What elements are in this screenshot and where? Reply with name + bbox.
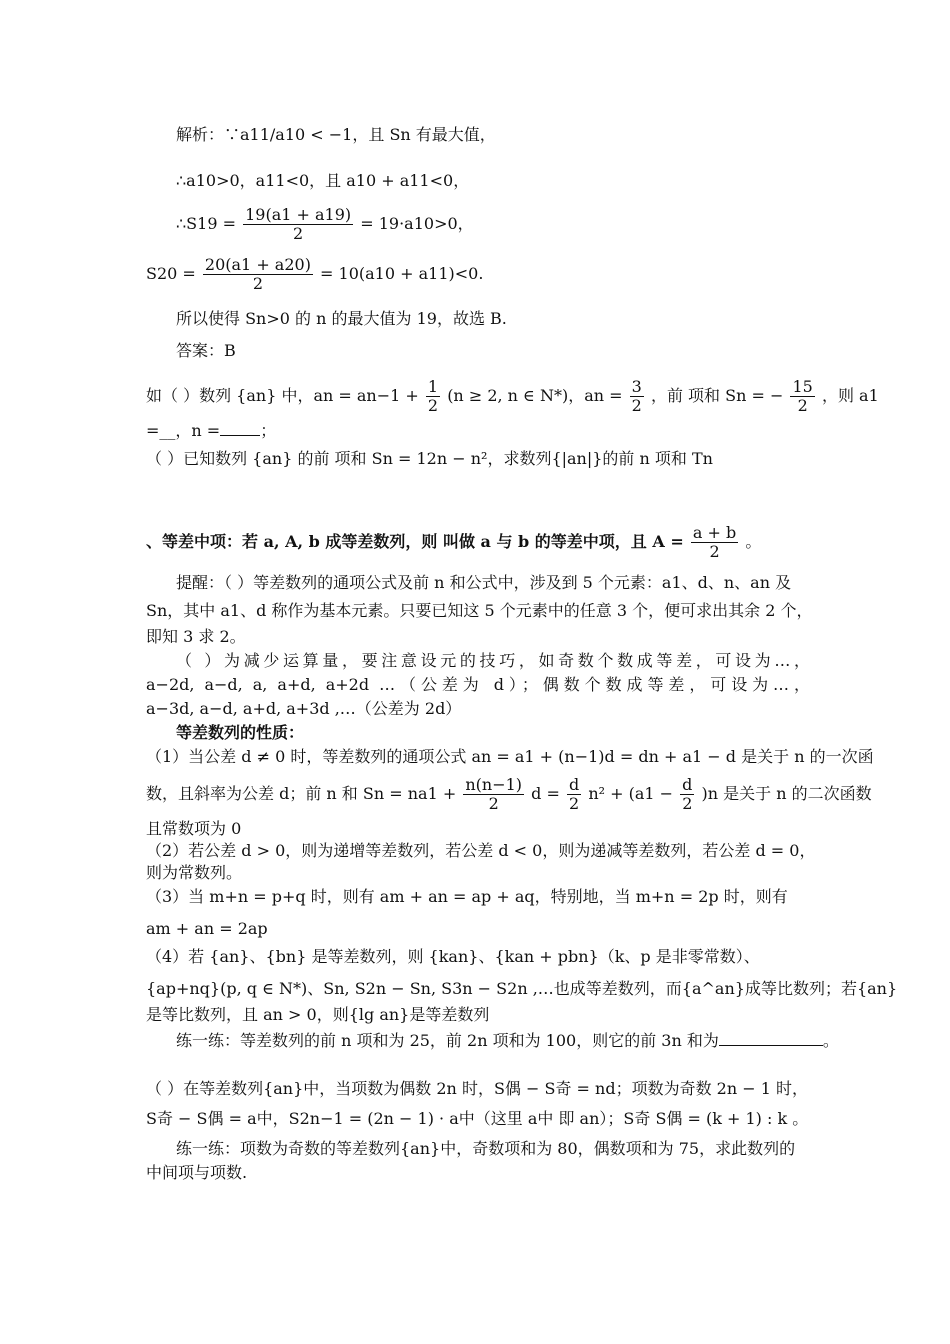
property-1-fraction-3 [680,776,694,813]
property-4-line-2: {ap+nq}(p, q ∈ N*)、Sn, S2n − Sn, S3n − S2n ,…也成等差数列，而{a^an}成等比数列；若{an} [146,979,898,998]
property-1-text-d: )n 是关于 n 的二次函数 [701,784,872,803]
property-1-fraction-1-num: n(n−1) [465,775,523,794]
property-1-text-a: 数，且斜率为公差 d；前 n 和 Sn = na1 + [146,784,457,803]
reminder-line-6: a−3d, a−d, a+d, a+3d ,…（公差为 2d） [146,699,462,718]
answer-blank[interactable] [220,435,260,436]
example-fraction-2-num: 3 [631,377,642,396]
reminder-line-5: a−2d, a−d, a, a+d, a+2d …（公差为 d）；偶数个数成等差，可设为…， [146,675,810,694]
s19-fraction [243,206,353,243]
reminder-line-2: Sn，其中 a1、d 称作为基本元素。只要已知这 5 个元素中的任意 3 个，便可求出其余 2 个， [146,601,813,620]
s19-denominator: 2 [293,224,304,243]
parity-line-1: （ ）在等差数列{an}中，当项数为偶数 2n 时，S偶 − S奇 = nd；项数为奇数 2n − 1 时， [146,1079,808,1098]
property-1-fraction-1 [463,776,524,813]
properties-title: 等差数列的性质： [176,723,305,742]
example-fraction-3-den: 2 [797,396,808,415]
property-1-fraction-2-den: 2 [569,794,580,813]
example-line-3: （ ）已知数列 {an} 的前 项和 Sn = 12n − n²，求数列{|an|}的前 n 项和 Tn [146,449,713,468]
middle-term-end: 。 [745,532,762,551]
s20-numerator: 20(a1 + a20) [204,255,311,274]
property-3-line-2: am + an = 2ap [146,919,268,938]
parity-line-2: S奇 − S偶 = a中，S2n−1 = (2n − 1) · a中（这里 a中 即 an）；S奇 S偶 = (k + 1) : k 。 [146,1109,809,1128]
property-4-line-3: 是等比数列，且 an > 0，则{lg an}是等差数列 [146,1005,490,1024]
s19-numerator: 19(a1 + a19) [245,205,352,224]
practice-2-line-1: 练一练：项数为奇数的等差数列{an}中，奇数项和为 80，偶数项和为 75，求此数列的 [176,1139,796,1158]
s20-result: = 10(a10 + a11)<0. [320,264,484,283]
example-fraction-2-den: 2 [631,396,642,415]
example-fraction-3 [790,378,814,415]
property-1-fraction-2 [567,776,581,813]
analysis-line-5: 所以使得 Sn>0 的 n 的最大值为 19，故选 B. [176,309,507,328]
middle-term-den: 2 [709,542,720,561]
property-2-line-2: 则为常数列。 [146,863,243,882]
practice-1-text: 练一练：等差数列的前 n 项和为 25，前 2n 项和为 100，则它的前 3n 和为 [176,1031,719,1050]
example-fraction-3-num: 15 [792,377,813,396]
property-1-fraction-3-num: d [682,775,693,794]
middle-term-num: a + b [692,523,737,542]
reminder-line-4: （ ）为减少运算量，要注意设元的技巧，如奇数个数成等差，可设为…， [176,651,810,670]
property-1-fraction-3-den: 2 [682,794,693,813]
s19-label: ∴S19 = [176,214,236,233]
property-1-line-3: 且常数项为 0 [146,819,242,838]
example-line-2 [146,420,810,442]
reminder-line-1: 提醒：（ ）等差数列的通项公式及前 n 和公式中，涉及到 5 个元素：a1、d、n、an 及 [176,573,792,592]
property-1-fraction-1-den: 2 [488,794,499,813]
example-text-c: ，前 项和 Sn = − [650,386,784,405]
middle-term-text: 、等差中项：若 a, A, b 成等差数列，则 叫做 a 与 b 的等差中项，且 A = [146,532,684,551]
example-text-d: ，则 a1 [821,386,879,405]
example-line-1 [146,377,879,415]
middle-term-fraction [691,524,738,561]
analysis-line-3 [176,206,810,243]
practice-1-blank[interactable] [719,1045,823,1046]
analysis-line-1: 解析：∵a11/a10 < −1，且 Sn 有最大值， [176,125,496,144]
example-fraction-1-den: 2 [427,396,439,415]
example-line-2-text: =__，n = [146,421,221,440]
example-fraction-1-num: 1 [427,377,439,396]
property-1-line-2 [146,775,872,813]
example-fraction-1 [426,378,440,415]
s20-label: S20 = [146,264,196,283]
property-4-line-1: （4）若 {an}、{bn} 是等差数列，则 {kan}、{kan + pbn}（k、p 是非零常数）、 [146,947,760,966]
practice-1-line [176,1030,839,1052]
property-1-fraction-2-num: d [568,775,580,794]
property-3-line-1: （3）当 m+n = p+q 时，则有 am + an = ap + aq，特别地，当 m+n = 2p 时，则有 [146,887,788,906]
s20-fraction [203,256,313,293]
example-fraction-2 [630,378,644,415]
answer-line: 答案：B [176,341,236,360]
example-text-a: 如（ ）数列 {an} 中，an = an−1 + [146,386,419,405]
s20-denominator: 2 [252,274,264,293]
analysis-line-2: ∴a10>0，a11<0，且 a10 + a11<0， [176,171,470,190]
property-2-line-1: （2）若公差 d > 0，则为递增等差数列，若公差 d < 0，则为递减等差数列，若公差 d = 0， [146,841,816,860]
reminder-line-3: 即知 3 求 2。 [146,627,246,646]
example-line-2-end: ； [260,421,277,440]
practice-1-end: 。 [822,1031,839,1050]
property-1-text-c: n² + (a1 − [588,784,674,803]
property-1-line-1: （1）当公差 d ≠ 0 时，等差数列的通项公式 an = a1 + (n−1)d = dn + a1 − d 是关于 n 的一次函 [146,747,874,766]
analysis-line-4 [146,256,810,293]
middle-term-line [146,524,810,561]
property-1-text-b: d = [531,784,560,803]
example-text-b: (n ≥ 2, n ∈ N*)，an = [447,386,623,405]
s19-result: = 19·a10>0， [360,214,474,233]
practice-2-line-2: 中间项与项数. [146,1163,248,1182]
